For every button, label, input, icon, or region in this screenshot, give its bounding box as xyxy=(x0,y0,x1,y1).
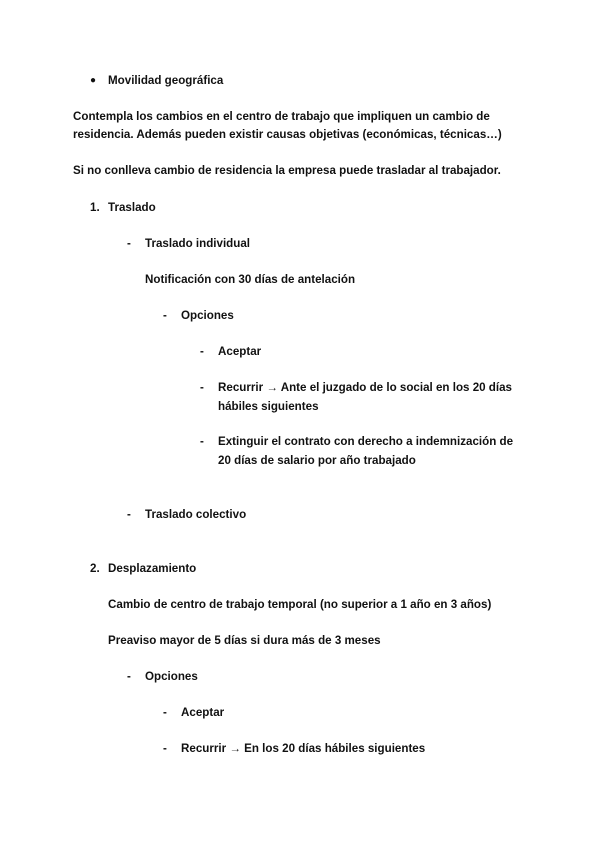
dash-marker: - xyxy=(163,309,167,322)
traslado-colectivo-label: Traslado colectivo xyxy=(145,508,247,521)
list-number-2: 2. xyxy=(90,562,100,575)
list-number-1: 1. xyxy=(90,201,100,214)
option-aceptar: Aceptar xyxy=(218,345,262,358)
dash-marker: - xyxy=(200,435,204,448)
desplazamiento-line-1: Cambio de centro de trabajo temporal (no superior a 1 año en 3 años) xyxy=(108,598,492,611)
desplazamiento-title: Desplazamiento xyxy=(108,562,197,575)
traslado-individual-label: Traslado individual xyxy=(145,237,251,250)
option-recurrir: Recurrir → En los 20 días hábiles siguientes xyxy=(181,742,426,755)
note-paragraph: Si no conlleva cambio de residencia la empresa puede trasladar al trabajador. xyxy=(73,164,501,177)
option-recurrir-line-2: hábiles siguientes xyxy=(218,400,319,413)
dash-marker: - xyxy=(127,237,131,250)
option-aceptar: Aceptar xyxy=(181,706,225,719)
desplazamiento-line-2: Preaviso mayor de 5 días si dura más de 3 meses xyxy=(108,634,381,647)
option-extinguir-line-1: Extinguir el contrato con derecho a indemnización de xyxy=(218,435,514,448)
options-label: Opciones xyxy=(145,670,198,683)
section-title: Movilidad geográfica xyxy=(108,74,224,87)
option-recurrir-line-1: Recurrir → Ante el juzgado de lo social en los 20 días xyxy=(218,381,513,394)
options-label: Opciones xyxy=(181,309,234,322)
dash-marker: - xyxy=(163,742,167,755)
option-extinguir-line-2: 20 días de salario por año trabajado xyxy=(218,454,416,467)
bullet-marker: ● xyxy=(90,75,97,86)
traslado-title: Traslado xyxy=(108,201,156,214)
notice-text: Notificación con 30 días de antelación xyxy=(145,273,356,286)
intro-line-1: Contempla los cambios en el centro de trabajo que impliquen un cambio de xyxy=(73,110,490,123)
dash-marker: - xyxy=(163,706,167,719)
dash-marker: - xyxy=(200,345,204,358)
dash-marker: - xyxy=(127,670,131,683)
dash-marker: - xyxy=(200,381,204,394)
dash-marker: - xyxy=(127,508,131,521)
intro-line-2: residencia. Además pueden existir causas objetivas (económicas, técnicas…) xyxy=(73,128,502,141)
